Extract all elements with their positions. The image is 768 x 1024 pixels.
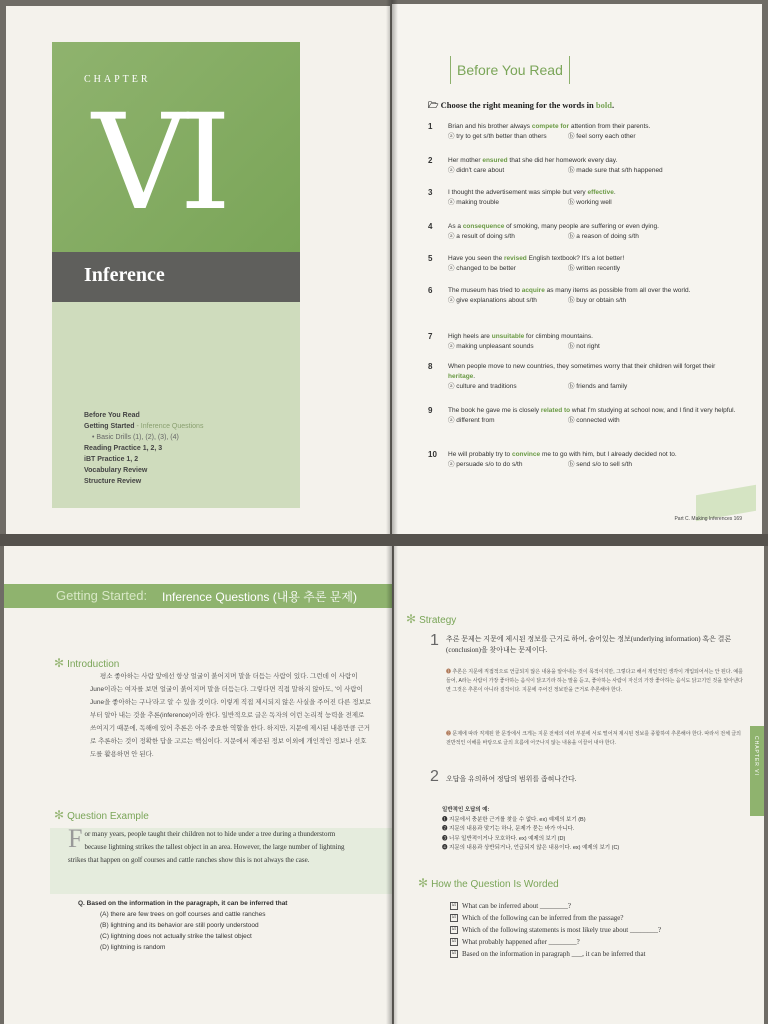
bullet-2-text: 문제에 따라 직계된 한 문장에서 크게는 지문 전체의 여러 부분에 서로 떨어져 제시된 정보를 종합하여 추론해야 한다. 따라서 전체 글의 전반적인 이해를 바탕으로 글의 흐름에 어긋나지 않는 내용을 이끌어 내야 한다. bbox=[446, 731, 741, 746]
question-sentence bbox=[448, 362, 738, 382]
vocab-question bbox=[428, 188, 738, 208]
option-b[interactable]: ⓑ send s/o to sell s/th bbox=[568, 461, 632, 468]
target-word: heritage bbox=[448, 373, 474, 380]
vocab-question bbox=[428, 332, 738, 352]
instruction-end: . bbox=[611, 100, 615, 110]
question-sentence bbox=[448, 254, 738, 264]
sentence-end: attention from their parents. bbox=[569, 123, 651, 130]
chapter-title-band bbox=[52, 252, 300, 302]
choice-a: (A) there are few trees on golf courses and cattle ranches bbox=[100, 911, 266, 918]
worded-item: ☑ What probably happened after ________? bbox=[451, 938, 580, 946]
question-number: 3 bbox=[428, 188, 433, 197]
question-number: 1 bbox=[428, 122, 433, 131]
sentence-start: Her mother bbox=[448, 157, 483, 164]
question-sentence bbox=[448, 222, 738, 232]
option-b[interactable]: ⓑ buy or obtain s/th bbox=[568, 297, 627, 304]
vocab-question bbox=[428, 254, 738, 274]
error-4: ❹ 지문의 내용과 상반되거나, 언급되지 않은 내용이다. ex) 예제의 보기 (C) bbox=[442, 845, 620, 851]
toc-before-you-read: Before You Read bbox=[84, 412, 140, 419]
question-example-heading-text: Question Example bbox=[67, 811, 149, 822]
toc-getting-started-sub: - Inference Questions bbox=[136, 423, 204, 430]
page-footer: Part C. Making Inferences 169 bbox=[674, 516, 742, 522]
spread-gap bbox=[0, 534, 768, 546]
chapter-numeral: VI bbox=[92, 86, 224, 240]
worded-list bbox=[450, 900, 661, 960]
introduction-text: 평소 좋아하는 사람 앞에선 항상 얼굴이 붉어지며 말을 더듬는 사람이 있다. 그런데 이 사람이 June이라는 여자를 보면 얼굴이 붉어지며 말을 더듬는다. 그렇다면 직접 말하지 않아도, '이 사람이 June을 좋아하는 구나'라고 알 수 있을 것이다. 이렇게 직접 제시되지 않은 사실을 주어진 다른 정보로부터 알아 내는 것을 추론(inference)이라 한다. 일반적으로 글은 독자의 이런 논리적 능력을 전제로 쓰여지기 때문에, 독해에 있어 추론은 아주 중요한 역할을 한다. 하지만, 지문에 제시된 내용만큼 근거로 추론하는 것이 정확한 답을 고르는 핵심이다. 지문에서 제공된 정보 이외에 개인적인 정보나 선호도를 활용하면 안 된다. bbox=[90, 673, 372, 758]
step-2-text: 오답을 유의하여 정답의 범위를 좁혀나간다. bbox=[446, 775, 577, 783]
vocab-question bbox=[428, 122, 738, 142]
strategy-heading bbox=[406, 612, 456, 626]
option-b[interactable]: ⓑ not right bbox=[568, 343, 600, 350]
side-tab-label: CHAPTER VI bbox=[753, 736, 759, 777]
passage-text bbox=[68, 824, 358, 867]
answer-options bbox=[448, 166, 738, 176]
target-word: effective bbox=[587, 189, 614, 196]
drop-cap: F bbox=[68, 824, 83, 853]
question-stem: Q. Based on the information in the paragraph, it can be inferred that bbox=[78, 900, 288, 907]
answer-options bbox=[448, 382, 738, 392]
target-word: unsuitable bbox=[491, 333, 525, 340]
instruction-text: Choose the right meaning for the words in bbox=[440, 100, 596, 110]
option-a[interactable]: ⓐ didn't care about bbox=[448, 167, 505, 174]
checkbox-icon: ☑ bbox=[451, 951, 457, 957]
vocab-question bbox=[428, 362, 738, 392]
step-2-number: 2 bbox=[430, 768, 439, 785]
toc-vocab-review: Vocabulary Review bbox=[84, 467, 148, 474]
question-number: 10 bbox=[428, 450, 437, 459]
option-b[interactable]: ⓑ written recently bbox=[568, 265, 621, 272]
toc-structure-review: Structure Review bbox=[84, 478, 142, 485]
sentence-start: I thought the advertisement was simple but very bbox=[448, 189, 588, 196]
question-number: 6 bbox=[428, 286, 433, 295]
question-number: 9 bbox=[428, 406, 433, 415]
sentence-end: me to go with him, but I already decided not to. bbox=[540, 451, 677, 458]
answer-options bbox=[448, 296, 738, 306]
question-number: 2 bbox=[428, 156, 433, 165]
folder-icon: 🗁 bbox=[428, 100, 441, 110]
sentence-end: . bbox=[613, 189, 616, 196]
question-sentence bbox=[448, 188, 738, 198]
vocab-question bbox=[428, 156, 738, 176]
option-b[interactable]: ⓑ a reason of doing s/th bbox=[568, 233, 639, 240]
step-1-number: 1 bbox=[430, 632, 439, 649]
option-a[interactable]: ⓐ persuade s/o to do s/th bbox=[448, 461, 523, 468]
inference-questions-label: Inference Questions (내용 추론 문제) bbox=[162, 590, 357, 604]
option-a[interactable]: ⓐ a result of doing s/th bbox=[448, 233, 515, 240]
book-gutter bbox=[386, 0, 398, 1024]
question-sentence bbox=[448, 122, 738, 132]
question-sentence bbox=[448, 450, 738, 460]
bullet-marker: ❶ bbox=[446, 669, 453, 675]
option-b[interactable]: ⓑ connected with bbox=[568, 417, 620, 424]
sentence-end: as many items as possible from all over the world. bbox=[544, 287, 691, 294]
answer-options bbox=[448, 264, 738, 274]
target-word: ensured bbox=[482, 157, 508, 164]
vocab-question bbox=[428, 222, 738, 242]
sentence-end: . bbox=[473, 373, 476, 380]
option-a[interactable]: ⓐ try to get s/th better than others bbox=[448, 133, 547, 140]
choice-c: (C) lightning does not actually strike the tallest object bbox=[100, 933, 252, 940]
sentence-start: Brian and his brother always bbox=[448, 123, 532, 130]
question-sentence bbox=[448, 332, 738, 342]
toc-basic-drills: • Basic Drills (1), (2), (3), (4) bbox=[92, 434, 179, 441]
sentence-end: that she did her homework every day. bbox=[507, 157, 618, 164]
question-sentence bbox=[448, 286, 738, 296]
section-header bbox=[450, 56, 570, 84]
choice-d: (D) lightning is random bbox=[100, 944, 166, 951]
worded-item: ☑ Based on the information in paragraph ___, it can be inferred that bbox=[451, 950, 646, 958]
toc-ibt-practice: iBT Practice 1, 2 bbox=[84, 456, 139, 463]
worded-item: ☑ Which of the following can be inferred from the passage? bbox=[451, 914, 624, 922]
option-a[interactable]: ⓐ making trouble bbox=[448, 199, 499, 206]
target-word: consequence bbox=[462, 223, 505, 230]
answer-options bbox=[448, 416, 738, 426]
answer-options bbox=[448, 232, 738, 242]
checkbox-icon: ☑ bbox=[451, 927, 457, 933]
option-a[interactable]: ⓐ changed to be better bbox=[448, 265, 516, 272]
example-question bbox=[78, 898, 288, 953]
sentence-start: As a bbox=[448, 223, 463, 230]
sentence-end: of smoking, many people are suffering or even dying. bbox=[504, 223, 659, 230]
checkbox-icon: ☑ bbox=[451, 903, 457, 909]
sentence-start: When people move to new countries, they sometimes worry that their children will forget their bbox=[448, 363, 716, 370]
introduction-heading bbox=[54, 656, 119, 670]
strategy-page bbox=[394, 546, 764, 1024]
sentence-start: High heels are bbox=[448, 333, 492, 340]
answer-options bbox=[448, 198, 738, 208]
snowflake-icon: ✻ bbox=[406, 612, 417, 626]
worded-heading-text: How the Question Is Worded bbox=[431, 879, 559, 890]
answer-options bbox=[448, 132, 738, 142]
checkbox-icon: ☑ bbox=[451, 915, 457, 921]
chapter-panel bbox=[52, 42, 300, 508]
chapter-toc bbox=[84, 410, 203, 487]
chapter-title: Inference bbox=[84, 264, 165, 286]
sentence-start: He will probably try to bbox=[448, 451, 512, 458]
getting-started-page bbox=[4, 546, 392, 1024]
option-a[interactable]: ⓐ give explanations about s/th bbox=[448, 297, 537, 304]
vocab-question bbox=[428, 450, 738, 470]
option-a[interactable]: ⓐ culture and traditions bbox=[448, 383, 517, 390]
option-b[interactable]: ⓑ made sure that s/th happened bbox=[568, 167, 663, 174]
question-number: 8 bbox=[428, 362, 433, 371]
sentence-start: The book he gave me is closely bbox=[448, 407, 541, 414]
question-sentence bbox=[448, 156, 738, 166]
option-b[interactable]: ⓑ working well bbox=[568, 199, 612, 206]
sentence-start: Have you seen the bbox=[448, 255, 505, 262]
bullet-marker: ❷ bbox=[446, 731, 453, 737]
option-a[interactable]: ⓐ different from bbox=[448, 417, 495, 424]
step-1-bullet-2 bbox=[446, 730, 746, 748]
snowflake-icon: ✻ bbox=[54, 808, 65, 822]
chapter-header-block bbox=[52, 42, 300, 252]
option-b[interactable]: ⓑ friends and family bbox=[568, 383, 628, 390]
section-title: Before You Read bbox=[457, 62, 563, 78]
chapter-opener-page bbox=[6, 6, 390, 534]
target-word: convince bbox=[511, 451, 541, 458]
step-1-text: 추론 문제는 지문에 제시된 정보를 근거로 하여, 숨어있는 정보(underlying information) 혹은 결론(conclusion)을 찾아내는 문제이다. bbox=[446, 635, 732, 654]
error-2: ❷ 지문의 내용과 맞기는 하나, 문제가 묻는 바가 아니다. bbox=[442, 826, 575, 832]
chapter-label: CHAPTER bbox=[84, 74, 151, 85]
errors-heading: 일반적인 오답의 예: bbox=[442, 807, 490, 813]
answer-options bbox=[448, 342, 738, 352]
worded-item: ☑ What can be inferred about ________? bbox=[451, 902, 572, 910]
toc-getting-started: Getting Started bbox=[84, 423, 135, 430]
sentence-start: The museum has tried to bbox=[448, 287, 522, 294]
vocab-question bbox=[428, 406, 738, 426]
introduction-heading-text: Introduction bbox=[67, 659, 120, 670]
choice-b: (B) lightning and its behavior are still poorly understood bbox=[100, 922, 259, 929]
sentence-end: for climbing mountains. bbox=[524, 333, 593, 340]
bullet-1-text: 추론은 지문에 직접적으로 언급되지 않은 내용을 알아내는 것이 목적이지만, 그렇다고 해서 개인적인 생각이 개입되어서는 안 된다. 예를 들어, A라는 사람이 가장 좋아하는 음식이 닭고기라 하는 말을 듣고, 좋아하는 사람이 자신의 가장 좋아하는 음식도 닭고기인 것을 알아낸다면 그것은 추론이 아니라 짐작이다. 지문에 주어진 정보만을 근거로 추론해야 한다. bbox=[446, 669, 744, 693]
error-1: ❶ 지문에서 충분한 근거를 찾을 수 없다. ex) 예제의 보기 (B) bbox=[442, 816, 586, 823]
instruction-bold: bold bbox=[595, 100, 612, 110]
question-example-heading bbox=[54, 808, 149, 822]
step-1-bullet-1 bbox=[446, 668, 746, 695]
sentence-end: what I'm studying at school now, and I find it very helpful. bbox=[570, 407, 736, 414]
vocab-question bbox=[428, 286, 738, 306]
question-number: 5 bbox=[428, 254, 433, 263]
toc-reading-practice: Reading Practice 1, 2, 3 bbox=[84, 445, 163, 452]
question-number: 7 bbox=[428, 332, 433, 341]
getting-started-band bbox=[4, 584, 392, 608]
instruction bbox=[428, 100, 614, 114]
snowflake-icon: ✻ bbox=[54, 656, 65, 670]
chapter-side-tab bbox=[750, 726, 764, 816]
error-3: ❸ 너무 일반적이거나 모호하다. ex) 예제의 보기 (D) bbox=[442, 835, 566, 842]
target-word: related to bbox=[540, 407, 571, 414]
target-word: revised bbox=[504, 255, 527, 262]
target-word: compete for bbox=[531, 123, 570, 130]
getting-started-label: Getting Started: bbox=[56, 588, 148, 603]
worded-item: ☑ Which of the following statements is most likely true about ________? bbox=[451, 926, 662, 934]
strategy-heading-text: Strategy bbox=[419, 615, 457, 626]
checkbox-icon: ☑ bbox=[451, 939, 457, 945]
common-errors bbox=[442, 806, 619, 854]
option-a[interactable]: ⓐ making unpleasant sounds bbox=[448, 343, 534, 350]
worded-heading bbox=[418, 876, 559, 890]
target-word: acquire bbox=[521, 287, 545, 294]
passage-body: or many years, people taught their children not to hide under a tree during a thunderstorm because lightning strikes the tallest object in an area. However, the large number of lightning strikes that happen on golf courses and cattle ranches show this is not always the case. bbox=[68, 830, 345, 864]
option-b[interactable]: ⓑ feel sorry each other bbox=[568, 133, 636, 140]
question-number: 4 bbox=[428, 222, 433, 231]
snowflake-icon: ✻ bbox=[418, 876, 429, 890]
question-sentence bbox=[448, 406, 738, 416]
before-you-read-page bbox=[392, 4, 762, 534]
answer-options bbox=[448, 460, 738, 470]
sentence-end: English textbook? It's a lot better! bbox=[526, 255, 625, 262]
